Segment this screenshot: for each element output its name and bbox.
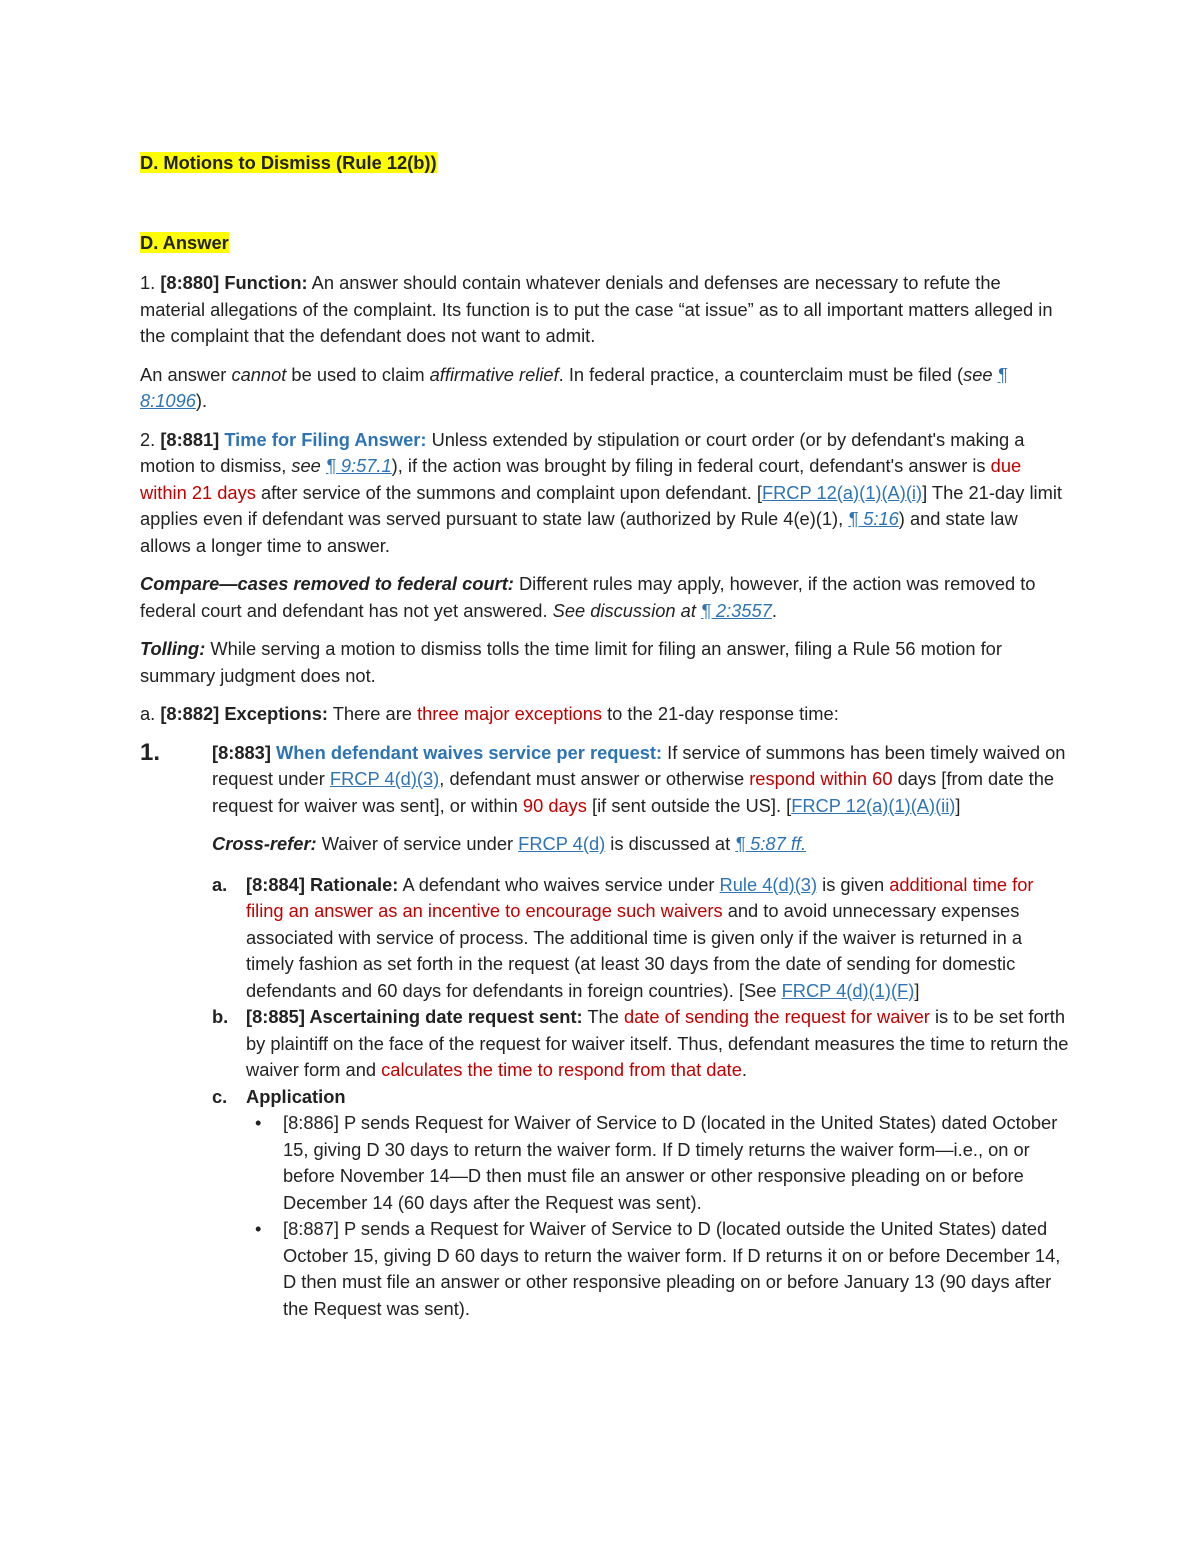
link-5-87-ff[interactable]: ¶ 5:87 ff. [735, 833, 807, 854]
bullet-item-8-887: • [8:887] P sends a Request for Waiver of Service to D (located outside the United States) dated October 15, giving D 60 days to return the waiver form. If D returns it on or before December 14, D then must file an answer or other responsive pleading on or before January 13 (90 days after the Request was sent). [255, 1218, 1061, 1319]
link-frcp-4d3[interactable]: FRCP 4(d)(3) [329, 768, 440, 789]
list-number: 1. [140, 738, 161, 766]
paragraph-exceptions: a. [8:882] Exceptions: There are three major exceptions to the 21-day response time: [140, 703, 839, 724]
link-2-3557[interactable]: ¶ 2:3557 [701, 599, 772, 621]
link-rule-4d3[interactable]: Rule 4(d)(3) [719, 873, 818, 895]
sub-item-ascertaining-date: b. [8:885] Ascertaining date request sent: The date of sending the request for waiver is to be set forth by plaintiff on the face of the request for waiver itself. Thus, defendant measures the time to return the waiver form and calculates the time to respond from that date. [212, 1006, 1069, 1080]
link-frcp-12a1Ai[interactable]: FRCP 12(a)(1)(A)(i) [761, 481, 923, 503]
link-8-1096[interactable]: ¶ 8:1096 [140, 363, 1008, 411]
link-frcp-4d[interactable]: FRCP 4(d) [518, 833, 606, 854]
bullet-marker: • [255, 1218, 262, 1239]
paragraph-time-for-filing: 2. [8:881] Time for Filing Answer: Unless extended by stipulation or court order (or by defendant's making a motion to dismiss, see ¶ 9:57.1), if the action was brought by filing in federal court, defendant's answer is due within 21 days after service of the summons and complaint upon defendant. [FRCP 12(a)(1)(A)(i)] The 21-day limit applies even if defendant was served pursuant to state law (authorized by Rule 4(e)(1), ¶ 5:16) and state law allows a longer time to answer. [140, 428, 1062, 556]
link-9-57-1[interactable]: ¶ 9:57.1 [325, 455, 392, 476]
link-5-16[interactable]: ¶ 5:16 [848, 508, 899, 529]
paragraph-tolling: Tolling: While serving a motion to dismiss tolls the time limit for filing an answer, filing a Rule 56 motion for summary judgment does not. [140, 638, 1002, 686]
heading-answer: D. Answer [140, 232, 229, 253]
list-item-waives-service: 1. [8:883] When defendant waives service per request: If service of summons has been timely waived on request under FRCP 4(d)(3), defendant must answer or otherwise respond within 60 days [from date the request for waiver was sent], or within 90 days [if sent outside the US]. [FRCP 12(a)(1)(A)(ii)] [140, 738, 1066, 816]
document-page [140, 150, 1070, 1322]
heading-motions-to-dismiss: D. Motions to Dismiss (Rule 12(b)) [140, 152, 437, 173]
link-frcp-4d1F[interactable]: FRCP 4(d)(1)(F) [781, 979, 915, 1001]
paragraph-cross-refer: Cross-refer: Waiver of service under FRCP 4(d) is discussed at ¶ 5:87 ff. [212, 833, 807, 854]
sub-item-rationale: a. [8:884] Rationale: A defendant who waives service under Rule 4(d)(3) is given additional time for filing an answer as an incentive to encourage such waivers and to avoid unnecessary expenses associated with service of process. The additional time is given only if the waiver is returned in a timely fashion as set forth in the request (at least 30 days from the date of sending for domestic defendants and 60 days for defendants in foreign countries). [See FRCP 4(d)(1)(F)] [212, 873, 1034, 1001]
paragraph-affirmative-relief: An answer cannot be used to claim affirmative relief. In federal practice, a counterclaim must be filed (see ¶ 8:1096). [140, 363, 1008, 411]
bullet-marker: • [255, 1112, 262, 1133]
paragraph-compare-removed: Compare—cases removed to federal court: Different rules may apply, however, if the action was removed to federal court and defendant has not yet answered. See discussion at ¶ 2:3557. [140, 573, 1036, 621]
sub-item-application: c. Application [212, 1085, 346, 1107]
paragraph-function: 1. [8:880] Function: An answer should contain whatever denials and defenses are necessary to refute the material allegations of the complaint. Its function is to put the case “at issue” as to all important matters alleged in the complaint that the defendant does not want to admit. [140, 272, 1053, 346]
bullet-item-8-886: • [8:886] P sends Request for Waiver of Service to D (located in the United States) dated October 15, giving D 30 days to return the waiver form. If D timely returns the waiver form—i.e., on or before November 14—D then must file an answer or other responsive pleading on or before December 14 (60 days after the Request was sent). [255, 1112, 1058, 1213]
link-frcp-12a1Aii[interactable]: FRCP 12(a)(1)(A)(ii) [791, 794, 956, 816]
